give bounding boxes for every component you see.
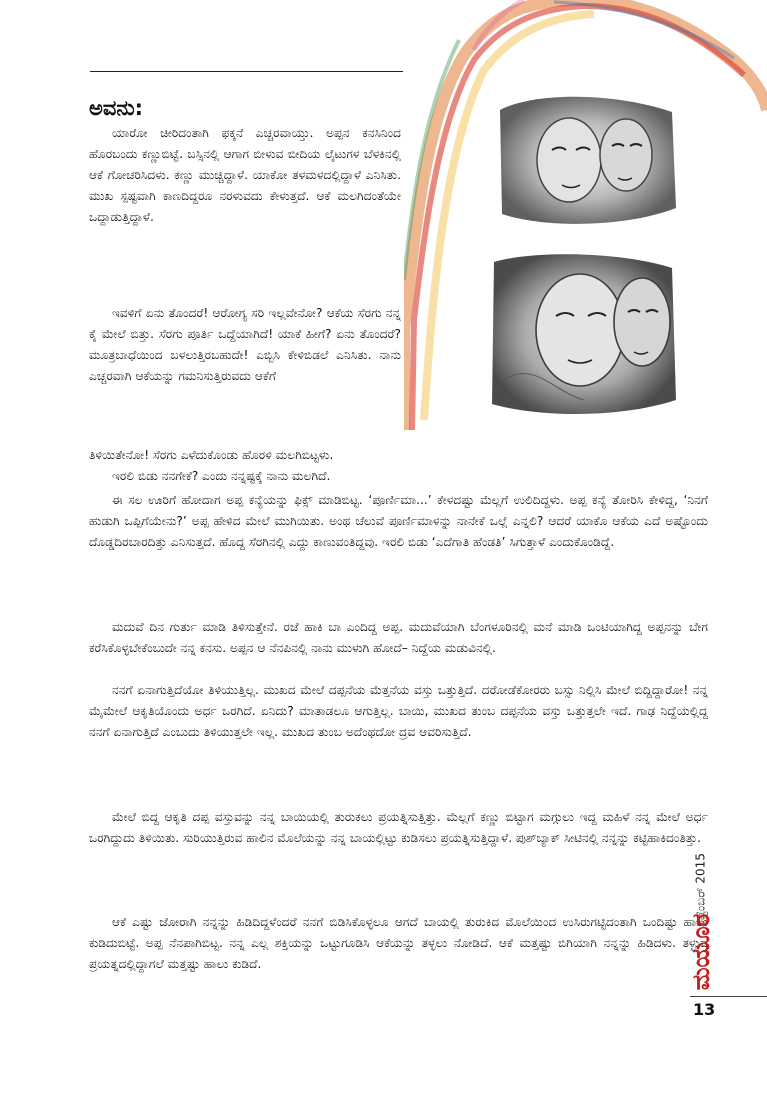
issue-date-box — [681, 853, 721, 927]
footer-rule — [690, 996, 767, 997]
section-heading: ಅವನು: — [89, 96, 144, 120]
paragraph-5: ಮದುವೆ ದಿನ ಗುರ್ತು ಮಾಡಿ ತಿಳಿಸುತ್ತೇನೆ. ರಜೆ ಹಾಕಿ ಬಾ ಎಂದಿದ್ದ ಅಪ್ಪ. ಮದುವೆಯಾಗಿ ಬೆಂಗಳೂರಿನಲ್ಲಿ ಮನೆ ಮಾಡಿ ಒಂಟಿಯಾಗಿದ್ದ ಅಪ್ಪನನ್ನು ಬೇಗ ಕರೆಸಿಕೊಳ್ಳಬೇಕೆಂಬುದೇ ನನ್ನ ಕನಸು. ಅಪ್ಪನ ಆ ನೆನಪಿನಲ್ಲಿ ನಾನು ಮುಳುಗಿ ಹೋದೆ– ನಿದ್ದೆಯ ಮಡುವಿನಲ್ಲಿ. — [89, 620, 708, 656]
magazine-logo: ಮಯೂರ — [687, 913, 715, 991]
paragraph-4: ಈ ಸಲ ಊರಿಗೆ ಹೋದಾಗ ಅಪ್ಪ ಕನ್ಯೆಯನ್ನು ಫಿಕ್ಸ್ ಮಾಡಿಬಿಟ್ಟ. ‘ಪೂರ್ಣಿಮಾ...’ ಕೇಳದಷ್ಟು ಮೆಲ್ಲಗೆ ಉಲಿದಿದ್ದಳು. ಅಪ್ಪ ಕನ್ಯೆ ತೋರಿಸಿ ಕೇಳಿದ್ದ, ‘ನಿನಗೆ ಹುಡುಗಿ ಒಪ್ಪಿಗೆಯೇನು?’ ಅಪ್ಪ ಹೇಳಿದ ಮೇಲೆ ಮುಗಿಯಿತು. ಅಂಥ ಚೆಲುವೆ ಪೂರ್ಣಿಮಾಳನ್ನು ನಾನೇಕೆ ಒಲ್ಲೆ ಎನ್ನಲಿ? ಆದರೆ ಯಾಕೊ ಆಕೆಯ ಎದೆ ಅಷ್ಟೊಂದು ದೊಡ್ಡದಿರಬಾರದಿತ್ತು ಎನಿಸುತ್ತದೆ. ಹೊದ್ದ ಸೆರಗಿನಲ್ಲಿ ಎದ್ದು ಕಾಣುವಂತಿದ್ದವು. ಇರಲಿ ಬಿಡು ‘ಎದೆಗಾತಿ ಹೆಂಡತಿ’ ಸಿಗುತ್ತಾಳೆ ಎಂದುಕೊಂಡಿದ್ದೆ. — [89, 493, 708, 550]
top-rule — [90, 71, 403, 72]
paragraph-2-continued: ತಿಳಿಯಿತೇನೋ! ಸೆರಗು ಎಳೆದುಕೊಂಡು ಹೊರಳಿ ಮಲಗಿಬಿಟ್ಟಳು. — [89, 448, 334, 462]
paragraph-6: ನನಗೆ ಏನಾಗುತ್ತಿದೆಯೋ ತಿಳಿಯುತ್ತಿಲ್ಲ. ಮುಖದ ಮೇಲೆ ದಪ್ಪನೆಯ ಮೆತ್ತನೆಯ ವಸ್ತು ಒತ್ತುತ್ತಿದೆ. ದರೋಡೆಕೋರರು ಬಸ್ಸು ನಿಲ್ಲಿಸಿ ಮೇಲೆ ಬಿದ್ದಿದ್ದಾರೋ! ನನ್ನ ಮೈಮೇಲೆ ಆಕೃತಿಯೊಂದು ಅರ್ಧ ಒರಗಿದೆ. ಏನಿದು? ಮಾತಾಡಲೂ ಆಗುತ್ತಿಲ್ಲ. ಬಾಯಿ, ಮುಖದ ತುಂಬ ದಪ್ಪನೆಯ ವಸ್ತು ಒತ್ತುತ್ತಲೇ ಇದೆ. ಗಾಢ ನಿದ್ದೆಯಲ್ಲಿದ್ದ ನನಗೆ ಏನಾಗುತ್ತಿದೆ ಎಂಬುದು ತಿಳಿಯುತ್ತಲೇ ಇಲ್ಲ. ಮುಖದ ತುಂಬ ಅದೆಂಥದೋ ದ್ರವ ಆವರಿಸುತ್ತಿದೆ. — [89, 683, 708, 740]
issue-date: ಸೆಪ್ಟೆಂಬರ್ 2015 — [693, 853, 708, 927]
paragraph-7: ಮೇಲೆ ಬಿದ್ದ ಆಕೃತಿ ದಪ್ಪ ವಸ್ತುವನ್ನು ನನ್ನ ಬಾಯಿಯಲ್ಲಿ ತುರುಕಲು ಪ್ರಯತ್ನಿಸುತ್ತಿತ್ತು. ಮೆಲ್ಲಗೆ ಕಣ್ಣು ಬಿಟ್ಟಾಗ ಮಗ್ಗುಲು ಇದ್ದ ಮಹಿಳೆ ನನ್ನ ಮೇಲೆ ಅರ್ಧ ಒರಗಿದ್ದುದು ತಿಳಿಯಿತು. ಸುರಿಯುತ್ತಿರುವ ಹಾಲಿನ ಮೊಲೆಯನ್ನು ನನ್ನ ಬಾಯಲ್ಲಿಟ್ಟು ಕುಡಿಸಲು ಪ್ರಯತ್ನಿಸುತ್ತಿದ್ದಾಳೆ. ಪುಶ್‌ಬ್ಯಾಕ್ ಸೀಟಿನಲ್ಲಿ ನನ್ನನ್ನು ಕಟ್ಟಿಹಾಕಿದಂತಿತ್ತು. — [89, 810, 708, 846]
magazine-logo-box — [683, 915, 719, 989]
paragraph-2: ಇವಳಿಗೆ ಏನು ತೊಂದರೆ! ಆರೋಗ್ಯ ಸರಿ ಇಲ್ಲವೇನೋ? ಆಕೆಯ ಸೆರಗು ನನ್ನ ಕೈ ಮೇಲೆ ಬಿತ್ತು. ಸೆರಗು ಪೂರ್ತಿ ಒದ್ದೆಯಾಗಿದೆ! ಯಾಕೆ ಹೀಗೆ? ಏನು ತೊಂದರೆ? ಮೂತ್ರಬಾಧೆಯಿಂದ ಬಳಲುತ್ತಿರಬಹುದೇ! ಎಬ್ಬಿಸಿ ಕೇಳಿಬಿಡಲೆ ಎನಿಸಿತು. ನಾನು ಎಚ್ಚರವಾಗಿ ಆಕೆಯನ್ನು ಗಮನಿಸುತ್ತಿರುವದು ಆಕೆಗೆ — [89, 306, 401, 384]
paragraph-8: ಆಕೆ ಎಷ್ಟು ಜೋರಾಗಿ ನನ್ನನ್ನು ಹಿಡಿದಿದ್ದಳೆಂದರೆ ನನಗೆ ಬಿಡಿಸಿಕೊಳ್ಳಲೂ ಆಗದೆ ಬಾಯಲ್ಲಿ ತುರುಕಿದ ಮೊಲೆಯಿಂದ ಉಸಿರುಗಟ್ಟಿದಂತಾಗಿ ಒಂದಿಷ್ಟು ಹಾಲು ಕುಡಿದುಬಿಟ್ಟೆ. ಅಪ್ಪ ನೆನಪಾಗಿಬಿಟ್ಟ. ನನ್ನ ಎಲ್ಲ ಶಕ್ತಿಯನ್ನು ಒಟ್ಟುಗೂಡಿಸಿ ಆಕೆಯನ್ನು ತಳ್ಳಲು ನೋಡಿದೆ. ಆಕೆ ಮತ್ತಷ್ಟು ಬಿಗಿಯಾಗಿ ನನ್ನನ್ನು ಹಿಡಿದಳು. ತಳ್ಳುವ ಪ್ರಯತ್ನದಲ್ಲಿದ್ದಾಗಲೆ ಮತ್ತಷ್ಟು ಹಾಲು ಕುಡಿದೆ. — [89, 915, 708, 972]
page-number: 13 — [693, 1000, 716, 1019]
upper-sketch — [500, 97, 676, 224]
paragraph-3: ಇರಲಿ ಬಿಡು ನನಗೇಕೆ? ಎಂದು ನನ್ನಷ್ಟಕ್ಕೆ ನಾನು ಮಲಗಿದೆ. — [112, 469, 331, 483]
lower-sketch — [492, 254, 676, 414]
paragraph-1: ಯಾರೋ ಚೀರಿದಂತಾಗಿ ಫಕ್ಕನೆ ಎಚ್ಚರವಾಯ್ತು. ಅಪ್ಪನ ಕನಸಿನಿಂದ ಹೊರಬಂದು ಕಣ್ಣುಬಿಟ್ಟೆ. ಬಸ್ಸಿನಲ್ಲಿ ಆಗಾಗ ಬೀಳುವ ಬೀದಿಯ ಲೈಟುಗಳ ಬೆಳಕಿನಲ್ಲಿ ಆಕೆ ಗೋಚರಿಸಿದಳು. ಕಣ್ಣು ಮುಚ್ಚಿದ್ದಾಳೆ. ಯಾಕೋ ತಳಮಳದಲ್ಲಿದ್ದಾಳೆ ಎನಿಸಿತು. ಮುಖ ಸ್ಪಷ್ಟವಾಗಿ ಕಾಣದಿದ್ದರೂ ನರಳುವದು ಕೇಳುತ್ತದೆ. ಆಕೆ ಮಲಗಿದಂತೆಯೇ ಒದ್ದಾಡುತ್ತಿದ್ದಾಳೆ. — [89, 126, 401, 225]
story-illustration — [404, 0, 767, 430]
